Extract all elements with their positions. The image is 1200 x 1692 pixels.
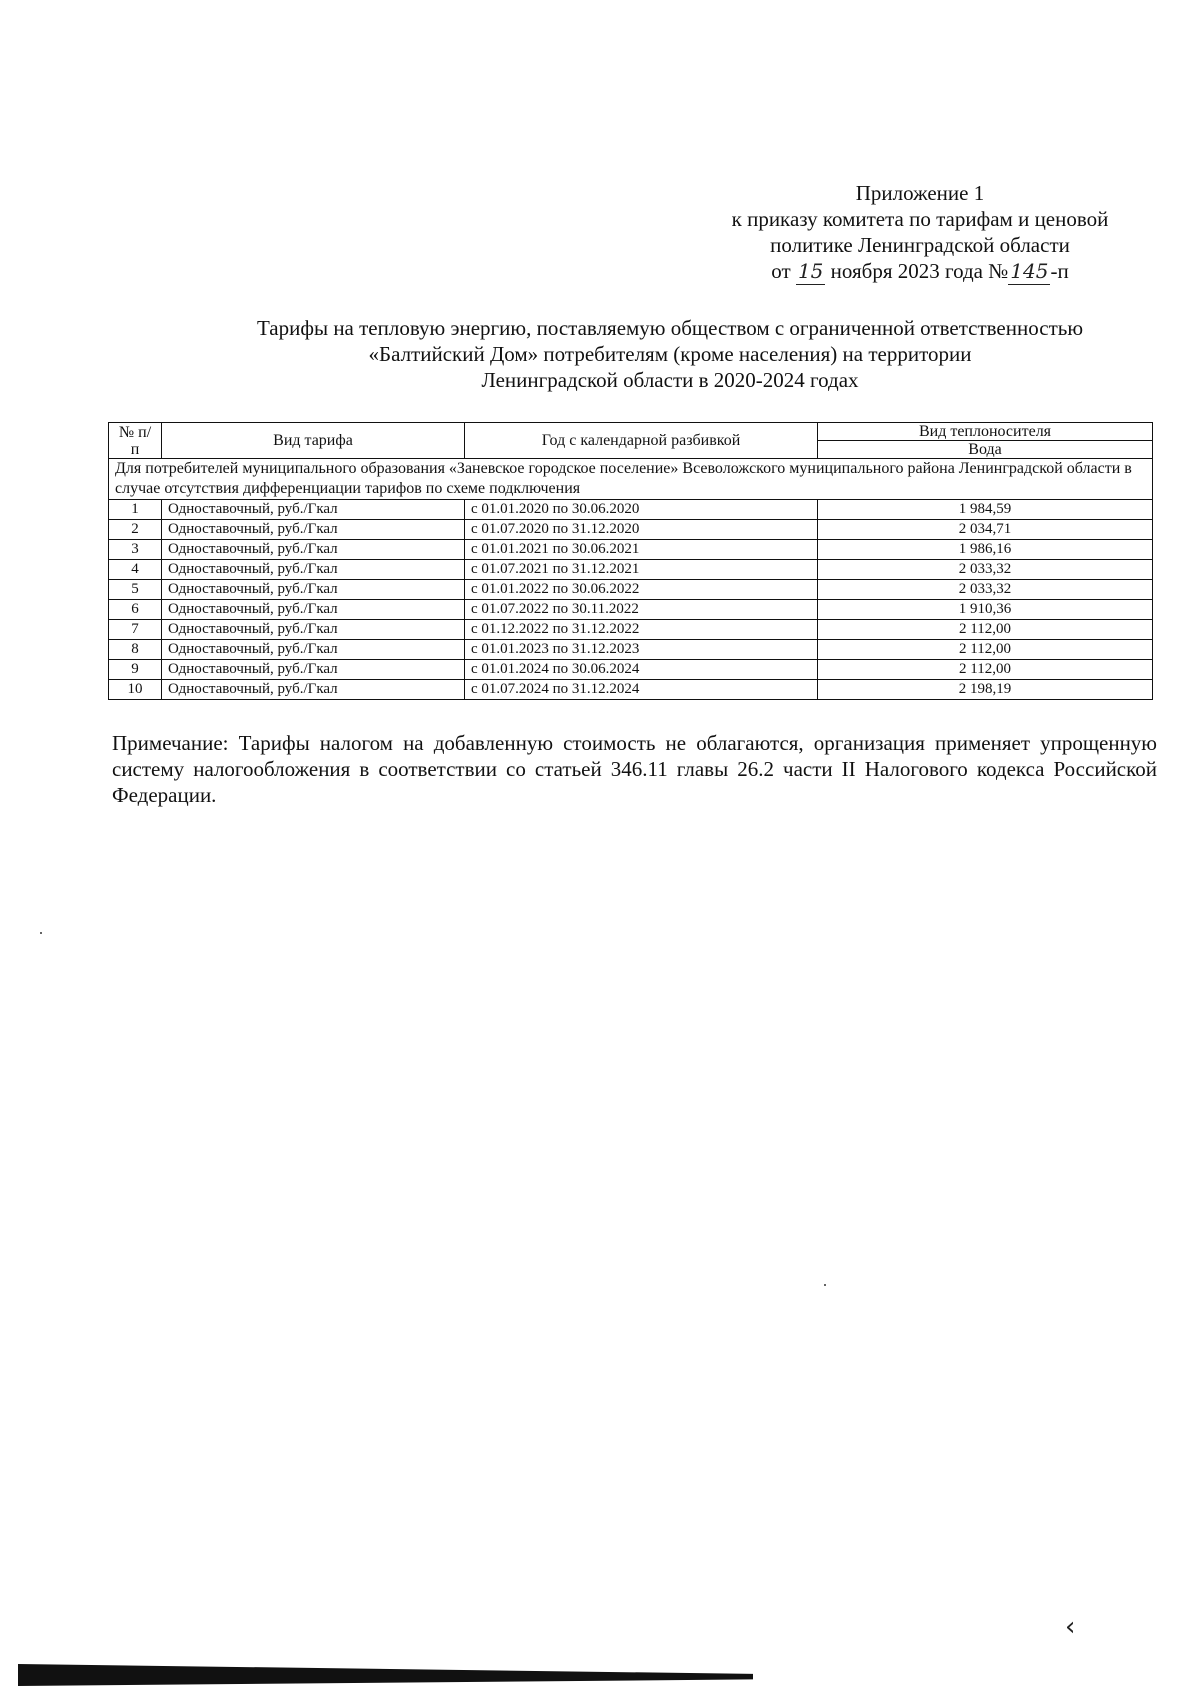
header-num: № п/п: [109, 423, 162, 459]
table-row: [109, 560, 1153, 580]
order-suffix: -п: [1050, 259, 1069, 283]
page-mark: ‹: [1065, 1612, 1076, 1642]
row-tariff-type: Одноставочный, руб./Гкал: [162, 560, 465, 580]
scan-speck: [824, 1284, 826, 1286]
row-tariff-type: Одноставочный, руб./Гкал: [162, 600, 465, 620]
row-period: с 01.01.2024 по 30.06.2024: [465, 660, 818, 680]
row-tariff-type: Одноставочный, руб./Гкал: [162, 620, 465, 640]
row-tariff-type: Одноставочный, руб./Гкал: [162, 520, 465, 540]
row-period: с 01.01.2022 по 30.06.2022: [465, 580, 818, 600]
row-value: 1 910,36: [818, 600, 1153, 620]
row-tariff-type: Одноставочный, руб./Гкал: [162, 580, 465, 600]
appendix-title: Приложение 1: [855, 181, 985, 205]
row-tariff-type: Одноставочный, руб./Гкал: [162, 640, 465, 660]
title-line-3: Ленинградской области в 2020-2024 годах: [481, 368, 859, 392]
row-value: 2 112,00: [818, 660, 1153, 680]
table-row: [109, 540, 1153, 560]
appendix-order-ref: к приказу комитета по тарифам и ценовой: [731, 207, 1109, 231]
row-tariff-type: Одноставочный, руб./Гкал: [162, 680, 465, 700]
document-title: [180, 315, 1160, 393]
row-value: 1 984,59: [818, 500, 1153, 520]
table-header-row: [109, 423, 1153, 441]
row-value: 2 198,19: [818, 680, 1153, 700]
row-num: 5: [109, 580, 162, 600]
header-carrier: Вид теплоносителя: [818, 423, 1153, 441]
group-label: Для потребителей муниципального образования «Заневское городское поселение» Всеволожского муниципального района Ленинградской области в случае отсутствия дифференциации тарифов по схеме подключения: [109, 459, 1153, 500]
header-tariff-type: Вид тарифа: [162, 423, 465, 459]
table-row: [109, 600, 1153, 620]
row-num: 10: [109, 680, 162, 700]
row-num: 7: [109, 620, 162, 640]
row-num: 2: [109, 520, 162, 540]
row-num: 4: [109, 560, 162, 580]
note-paragraph: Примечание: Тарифы налогом на добавленную стоимость не облагаются, организация применяет упрощенную систему налогообложения в соответствии со статьей 346.11 главы 26.2 части II Налогового кодекса Российской Федерации.: [112, 731, 1157, 807]
row-value: 2 034,71: [818, 520, 1153, 540]
scan-speck: [40, 932, 42, 934]
row-value: 2 112,00: [818, 620, 1153, 640]
row-value: 2 033,32: [818, 560, 1153, 580]
handwritten-day: 15: [797, 259, 824, 283]
header-water: Вода: [818, 441, 1153, 459]
row-period: с 01.01.2023 по 31.12.2023: [465, 640, 818, 660]
row-period: с 01.07.2024 по 31.12.2024: [465, 680, 818, 700]
row-num: 6: [109, 600, 162, 620]
row-period: с 01.07.2020 по 31.12.2020: [465, 520, 818, 540]
row-value: 1 986,16: [818, 540, 1153, 560]
table-row: [109, 620, 1153, 640]
row-num: 3: [109, 540, 162, 560]
row-num: 9: [109, 660, 162, 680]
date-rest: ноября 2023 года №: [830, 259, 1009, 283]
table-row: [109, 680, 1153, 700]
row-num: 1: [109, 500, 162, 520]
title-line-2: «Балтийский Дом» потребителям (кроме населения) на территории: [368, 342, 972, 366]
table-row: [109, 500, 1153, 520]
row-num: 8: [109, 640, 162, 660]
handwritten-order-number: 145: [1010, 259, 1049, 283]
tariff-table: [108, 422, 1153, 700]
group-row: [109, 459, 1153, 500]
scan-edge-bar: [18, 1664, 753, 1686]
row-period: с 01.07.2021 по 31.12.2021: [465, 560, 818, 580]
date-prefix: от: [771, 259, 791, 283]
row-value: 2 033,32: [818, 580, 1153, 600]
row-value: 2 112,00: [818, 640, 1153, 660]
appendix-authority: политике Ленинградской области: [770, 233, 1070, 257]
row-period: с 01.01.2021 по 30.06.2021: [465, 540, 818, 560]
row-period: с 01.01.2020 по 30.06.2020: [465, 500, 818, 520]
appendix-date-line: [690, 258, 1150, 285]
table-row: [109, 660, 1153, 680]
table-row: [109, 520, 1153, 540]
row-tariff-type: Одноставочный, руб./Гкал: [162, 660, 465, 680]
row-period: с 01.07.2022 по 30.11.2022: [465, 600, 818, 620]
header-period: Год с календарной разбивкой: [465, 423, 818, 459]
table-row: [109, 580, 1153, 600]
row-period: с 01.12.2022 по 31.12.2022: [465, 620, 818, 640]
title-line-1: Тарифы на тепловую энергию, поставляемую обществом с ограниченной ответственностью: [256, 316, 1084, 340]
table-row: [109, 640, 1153, 660]
row-tariff-type: Одноставочный, руб./Гкал: [162, 500, 465, 520]
row-tariff-type: Одноставочный, руб./Гкал: [162, 540, 465, 560]
appendix-header: [690, 180, 1150, 285]
